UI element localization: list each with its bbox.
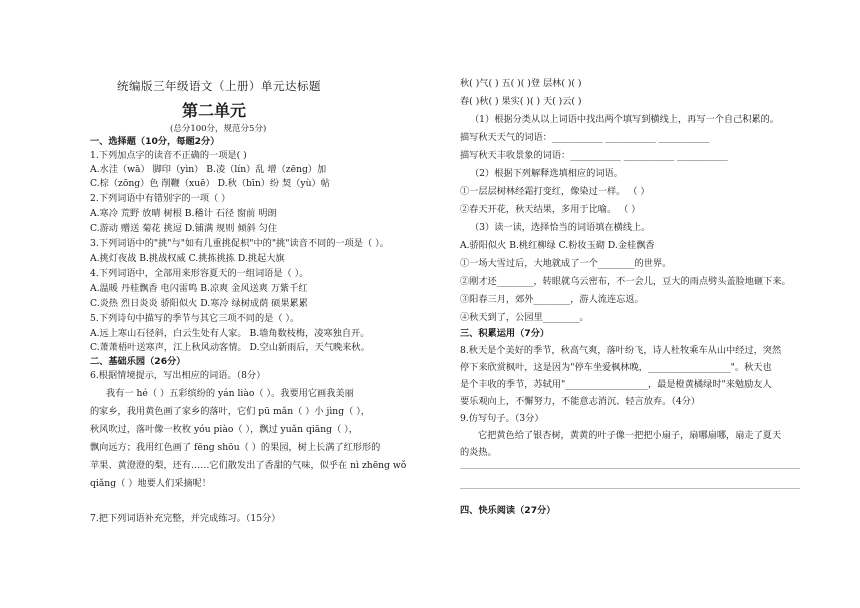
unit-title: 第二单元 [182, 101, 247, 120]
question-4-options-ab: A.温暖 丹桂飘香 电闪雷鸣 B.凉爽 金风送爽 万紫千红 [90, 283, 308, 294]
question-5: 5.下列诗句中描写的季节与其它三项不同的是（ ）。 [90, 313, 300, 324]
question-4-options-cd: C.炎热 烈日炎炎 骄阳似火 D.寒冷 绿树成荫 硕果累累 [90, 298, 308, 309]
question-8-line-2: 停下来欣赏枫叶，这是因为"停车坐爱枫林晚，__________________"。秋天也 [460, 362, 772, 373]
section-3-heading: 三、积累运用（7分） [460, 328, 550, 339]
exam-title: 统编版三年级语文（上册）单元达标题 [117, 79, 321, 93]
question-5-options-cd: C.萧萧梧叶送寒声，江上秋风动客情。 D.空山新雨后，天气晚来秋。 [90, 342, 370, 353]
question-9-example-1: 它把黄色给了银杏树，黄黄的叶子像一把把小扇子，扇哪扇哪，扇走了夏天 [478, 430, 782, 441]
definition-2: ②春天开花，秋天结果，多用于比喻。 （ ） [460, 204, 641, 215]
question-3-options: A.挑灯夜战 B.挑战权威 C.挑拣挑拣 D.挑起大旗 [90, 253, 285, 264]
question-2-options-cd: C.游动 赠送 菊花 挑逗 D.铺满 规则 倾斜 匀住 [90, 223, 278, 234]
harvest-words: 描写秋天丰收景象的词语：___________ ___________ ___________ [460, 150, 728, 161]
question-6: 6.根据情境提示，写出相应的词语。（8分） [90, 370, 266, 381]
idiom-row-2: 春( )秋( ) 果实( )( ) 天( )云( ) [460, 96, 582, 107]
passage-6-line-1: 我有一 hé（ ）五彩缤纷的 yán liào（ ）。我要用它画我美丽 [106, 388, 354, 399]
passage-6-line-4: 飘向远方；我用红色画了 fēng shōu（ ）的果园，树上长满了红形形的 [90, 442, 381, 453]
passage-6-line-6: qiǎng（ ）地要人们采摘呢！ [90, 478, 211, 489]
question-1-options-ab: A.水洼（wā） 脚印（yìn） B.凌（lín）乱 增（zēng）加 [90, 164, 327, 175]
section-4-heading: 四、快乐阅读（27分） [460, 505, 556, 516]
passage-6-line-2: 的家乡，我用黄色画了家乡的落叶，它们 pū mǎn（ ）小 jìng（ ）， [90, 406, 370, 417]
question-1-options-cd: C.棕（zōng）色 削鞭（xuē） D.秋（bīn）纷 契（yù）帖 [90, 178, 330, 189]
question-2: 2.下列词语中有错别字的一项（ ） [90, 193, 231, 204]
fill-sentence-2: ②刚才还________，转眼就乌云密布，不一会儿，豆大的雨点劈头盖脸地砸下来。 [460, 276, 791, 287]
task-1: （1）根据分类从以上词语中找出两个填写到横线上，再写一个自己积累的。 [470, 114, 780, 125]
task-3: （3）读一读，选择恰当的词语填在横线上。 [470, 222, 651, 233]
question-8-line-1: 8.秋天是个美好的季节，秋高气爽，落叶纷飞，诗人杜牧乘车从山中经过，突然 [460, 345, 782, 356]
question-8-line-4: 要乐观向上，不懈努力，不能意志消沉、轻言放弃。（4分） [460, 396, 701, 407]
answer-line-2 [460, 488, 800, 489]
fill-sentence-1: ①一场大雪过后，大地就成了一个________的世界。 [460, 258, 672, 269]
score-note: (总分100分，规范分5分) [170, 124, 267, 134]
weather-words: 描写秋天天气的词语：___________ ___________ ___________ [460, 132, 710, 143]
fill-sentence-4: ④秋天到了，公园里________。 [460, 312, 589, 323]
answer-line-1 [460, 468, 800, 469]
question-8-line-3: 是个丰收的季节，苏轼用"__________________，最是橙黄橘绿时"来勉励友人 [460, 379, 772, 390]
passage-6-line-3: 秋风吹过，落叶像一枚枚 yóu piào（ ），飘过 yuǎn qiāng（ ）， [90, 424, 358, 435]
section-1-heading: 一、选择题（10分，每题2分） [90, 136, 220, 147]
question-9: 9.仿写句子。（3分） [460, 413, 544, 424]
question-2-options-ab: A.寒冷 荒野 放晴 树根 B.稽计 石径 窗前 明朗 [90, 208, 277, 219]
question-3: 3.下列词语中的"挑"与"如有几重挑促枳"中的"挑"读音不同的一项是（ ）。 [90, 238, 389, 249]
task-2: （2）根据下列解释选填相应的词语。 [470, 168, 623, 179]
section-2-heading: 二、基础乐园（26分） [90, 356, 186, 367]
question-9-example-2: 的炎热。 [460, 447, 497, 458]
idiom-row-1: 秋( )气( ) 五( )( )登 层林( )( ) [460, 78, 582, 89]
question-5-options-ab: A.远上寒山石径斜，白云生处有人家。 B.墙角数枝梅，凌寒独自开。 [90, 328, 370, 339]
definition-1: ①一层层树林经霜打变红，像染过一样。 （ ） [460, 186, 650, 197]
question-4: 4.下列词语中，全部用来形容夏天的一组词语是（ ）。 [90, 268, 309, 279]
fill-sentence-3: ③阳春三月，郊外________，游人流连忘返。 [460, 294, 644, 305]
word-options: A.骄阳似火 B.桃红柳绿 C.粉妆玉砌 D.金桂飘香 [460, 240, 655, 251]
question-1: 1.下列加点字的读音不正确的一项是( ) [90, 150, 247, 161]
question-7: 7.把下列词语补充完整，并完成练习。（15分） [90, 513, 281, 524]
passage-6-line-5: 苹果、黄澄澄的梨，还有……它们散发出了香甜的气味，似乎在 nì zhēng wǒ [90, 460, 407, 471]
